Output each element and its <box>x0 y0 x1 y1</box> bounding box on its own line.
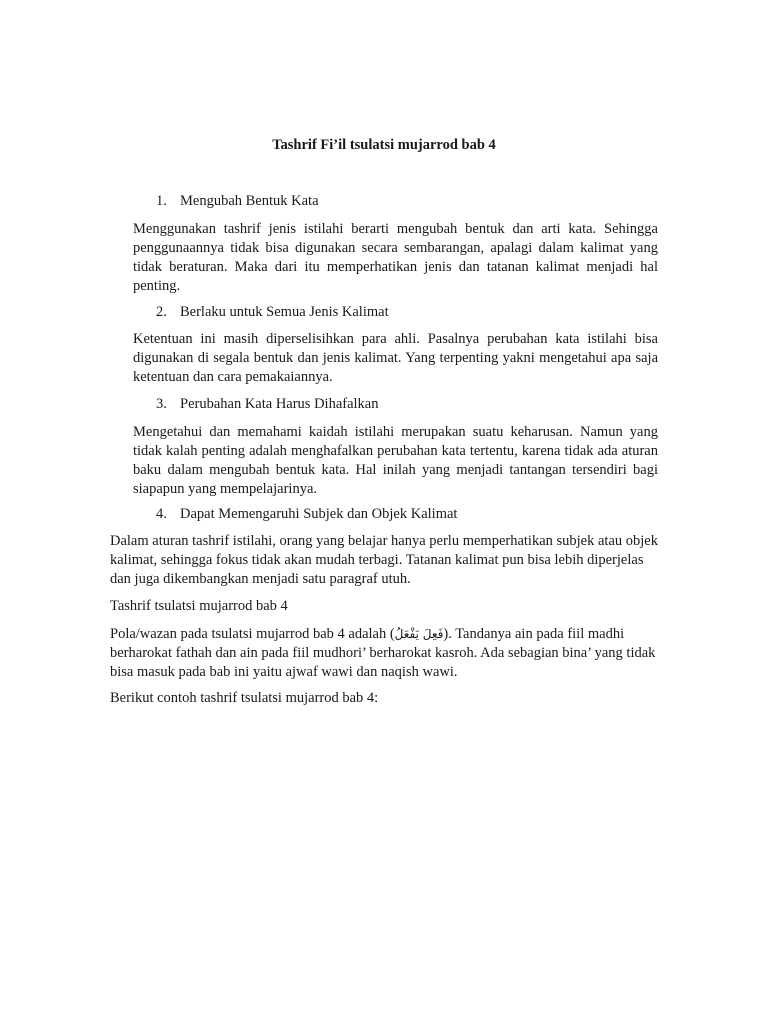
list-item-heading-1 <box>156 192 319 211</box>
list-item-number: 3. <box>156 396 167 412</box>
list-item-number: 1. <box>156 193 167 209</box>
closing-line: Berikut contoh tashrif tsulatsi mujarrod bab 4: <box>110 690 379 706</box>
list-item-heading-3 <box>156 395 379 414</box>
pola-text-before: Pola/wazan pada tsulatsi mujarrod bab 4 adalah ( <box>110 626 395 642</box>
list-item-heading-text: Perubahan Kata Harus Dihafalkan <box>180 396 379 412</box>
list-item-heading-text: Berlaku untuk Semua Jenis Kalimat <box>180 304 389 320</box>
list-item-body-1: Menggunakan tashrif jenis istilahi berarti mengubah bentuk dan arti kata. Sehingga penggunaannya tidak bisa digunakan secara sembarangan, apalagi dalam kalimat yang tidak beraturan. Maka dari itu memperhatikan jenis dan tatanan kalimat menjadi hal penting. <box>133 221 658 294</box>
document-title: Tashrif Fi’il tsulatsi mujarrod bab 4 <box>272 137 496 153</box>
list-item-number: 4. <box>156 506 167 522</box>
list-item-heading-4 <box>156 505 457 524</box>
section-heading: Tashrif tsulatsi mujarrod bab 4 <box>110 598 288 614</box>
list-item-body-4: Dalam aturan tashrif istilahi, orang yang belajar hanya perlu memperhatikan subjek atau objek kalimat, sehingga fokus tidak akan mudah terbagi. Tatanan kalimat pun bisa lebih diperjelas dan juga dikembangkan menjadi satu paragraf utuh. <box>110 533 658 587</box>
list-item-number: 2. <box>156 304 167 320</box>
list-item-body-3: Mengetahui dan memahami kaidah istilahi merupakan suatu keharusan. Namun yang tidak kalah penting adalah menghafalkan perubahan kata tertentu, karena tidak ada aturan baku dalam mengubah bentuk kata. Hal inilah yang menjadi tantangan tersendiri bagi siapapun yang mempelajarinya. <box>133 424 658 497</box>
list-item-heading-text: Mengubah Bentuk Kata <box>180 193 319 209</box>
list-item-body-2: Ketentuan ini masih diperselisihkan para ahli. Pasalnya perubahan kata istilahi bisa digunakan di segala bentuk dan jenis kalimat. Yang terpenting yakni mengetahui apa saja ketentuan dan cara pemakaiannya. <box>133 331 658 385</box>
pola-text-after: ). Tandanya ain pada fiil madhi berharokat fathah dan ain pada fiil mudhori’ berharokat kasroh. Ada sebagian bina’ yang tidak bisa masuk pada bab ini yaitu ajwaf wawi dan naqish wawi. <box>110 626 656 680</box>
list-item-heading-2 <box>156 303 389 322</box>
list-item-heading-text: Dapat Memengaruhi Subjek dan Objek Kalimat <box>180 506 458 522</box>
pola-paragraph <box>110 625 658 682</box>
arabic-wazan: فَعِلَ يَفْعَلُ <box>394 627 444 641</box>
